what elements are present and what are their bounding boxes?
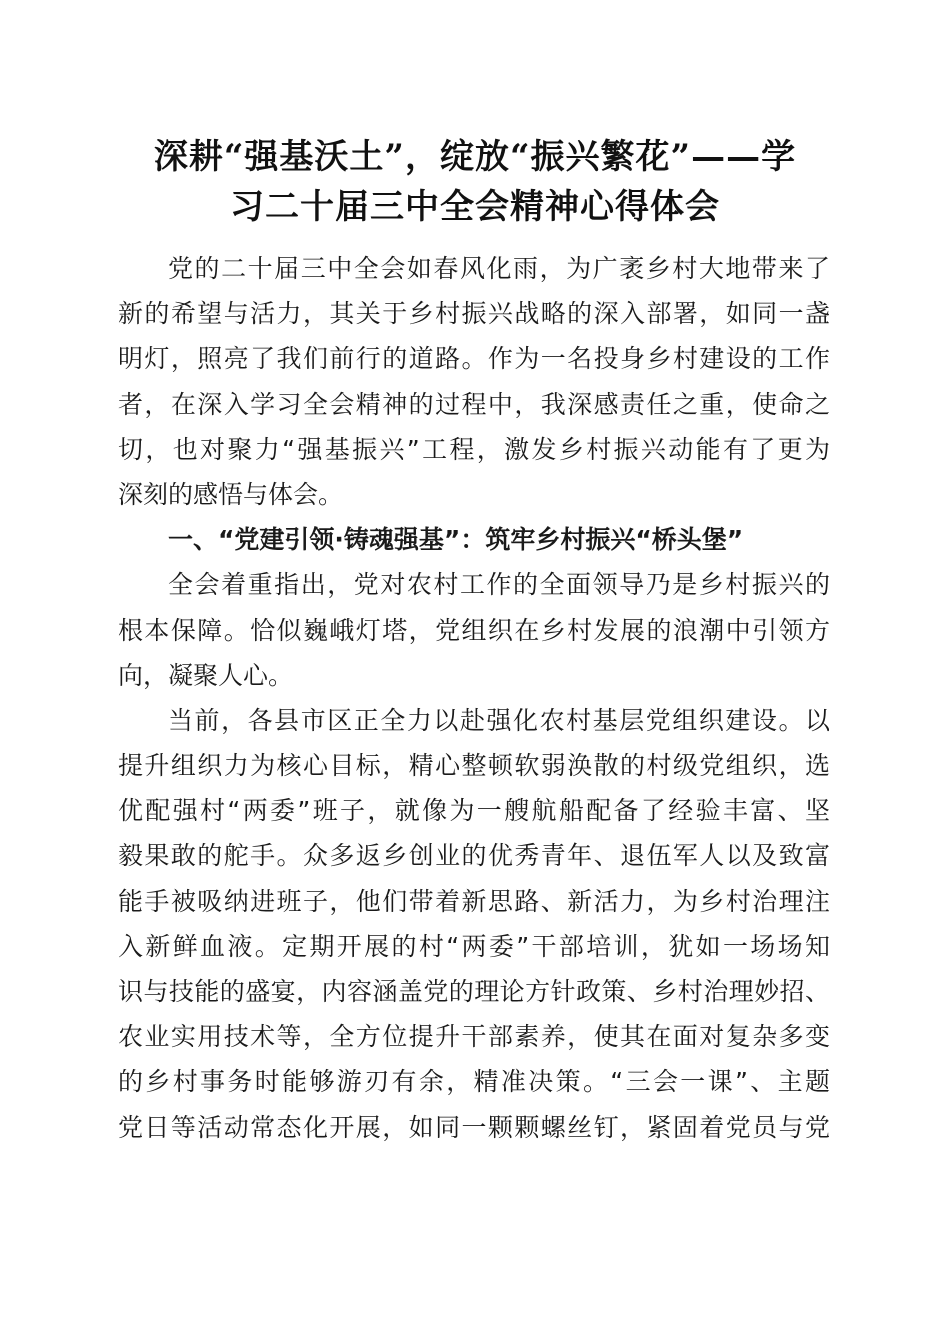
- title-line-1: 深耕“强基沃土”，绽放“振兴繁花”——学: [153, 137, 797, 177]
- text-line: 识与技能的盛宴，内容涵盖党的理论方针政策、乡村治理妙招、: [118, 977, 830, 1006]
- text-line: 优配强村“两委”班子，就像为一艘航船配备了经验丰富、坚: [118, 796, 830, 826]
- text-line: 提升组织力为核心目标，精心整顿软弱涣散的村级党组织，选: [118, 751, 830, 781]
- title-line-2: 习二十届三中全会精神心得体会: [230, 187, 720, 227]
- document-title: [100, 132, 850, 232]
- paragraph-leadership: [118, 562, 830, 698]
- paragraph-current-work: [118, 698, 830, 1150]
- text-line: 党的二十届三中全会如春风化雨，为广袤乡村大地带来了: [168, 254, 830, 283]
- text-line: 深刻的感悟与体会。: [118, 479, 344, 509]
- text-line: 农业实用技术等，全方位提升干部素养，使其在面对复杂多变: [118, 1022, 830, 1052]
- text-line: 全会着重指出，党对农村工作的全面领导乃是乡村振兴的: [168, 570, 830, 600]
- text-line: 根本保障。恰似巍峨灯塔，党组织在乡村发展的浪潮中引领方: [118, 615, 830, 645]
- text-line: 的乡村事务时能够游刃有余，精准决策。“三会一课”、主题: [118, 1067, 830, 1097]
- text-line: 当前，各县市区正全力以赴强化农村基层党组织建设。以: [168, 705, 830, 735]
- text-line: 新的希望与活力，其关于乡村振兴战略的深入部署，如同一盏: [118, 299, 830, 329]
- text-line: 毅果敢的舵手。众多返乡创业的优秀青年、退伍军人以及致富: [118, 841, 830, 871]
- section-heading-1: 一、“党建引领·铸魂强基”：筑牢乡村振兴“桥头堡”: [168, 525, 744, 555]
- document-body: [118, 246, 830, 1150]
- text-line: 党日等活动常态化开展，如同一颗颗螺丝钉，紧固着党员与党: [118, 1112, 830, 1142]
- text-line: 入新鲜血液。定期开展的村“两委”干部培训，犹如一场场知: [118, 931, 830, 961]
- text-line: 者，在深入学习全会精神的过程中，我深感责任之重，使命之: [118, 389, 830, 419]
- text-line: 切，也对聚力“强基振兴”工程，激发乡村振兴动能有了更为: [118, 434, 830, 464]
- text-line: 明灯，照亮了我们前行的道路。作为一名投身乡村建设的工作: [118, 344, 830, 374]
- paragraph-intro: [118, 246, 830, 517]
- text-line: 能手被吸纳进班子，他们带着新思路、新活力，为乡村治理注: [118, 886, 830, 916]
- text-line: 向，凝聚人心。: [118, 660, 294, 690]
